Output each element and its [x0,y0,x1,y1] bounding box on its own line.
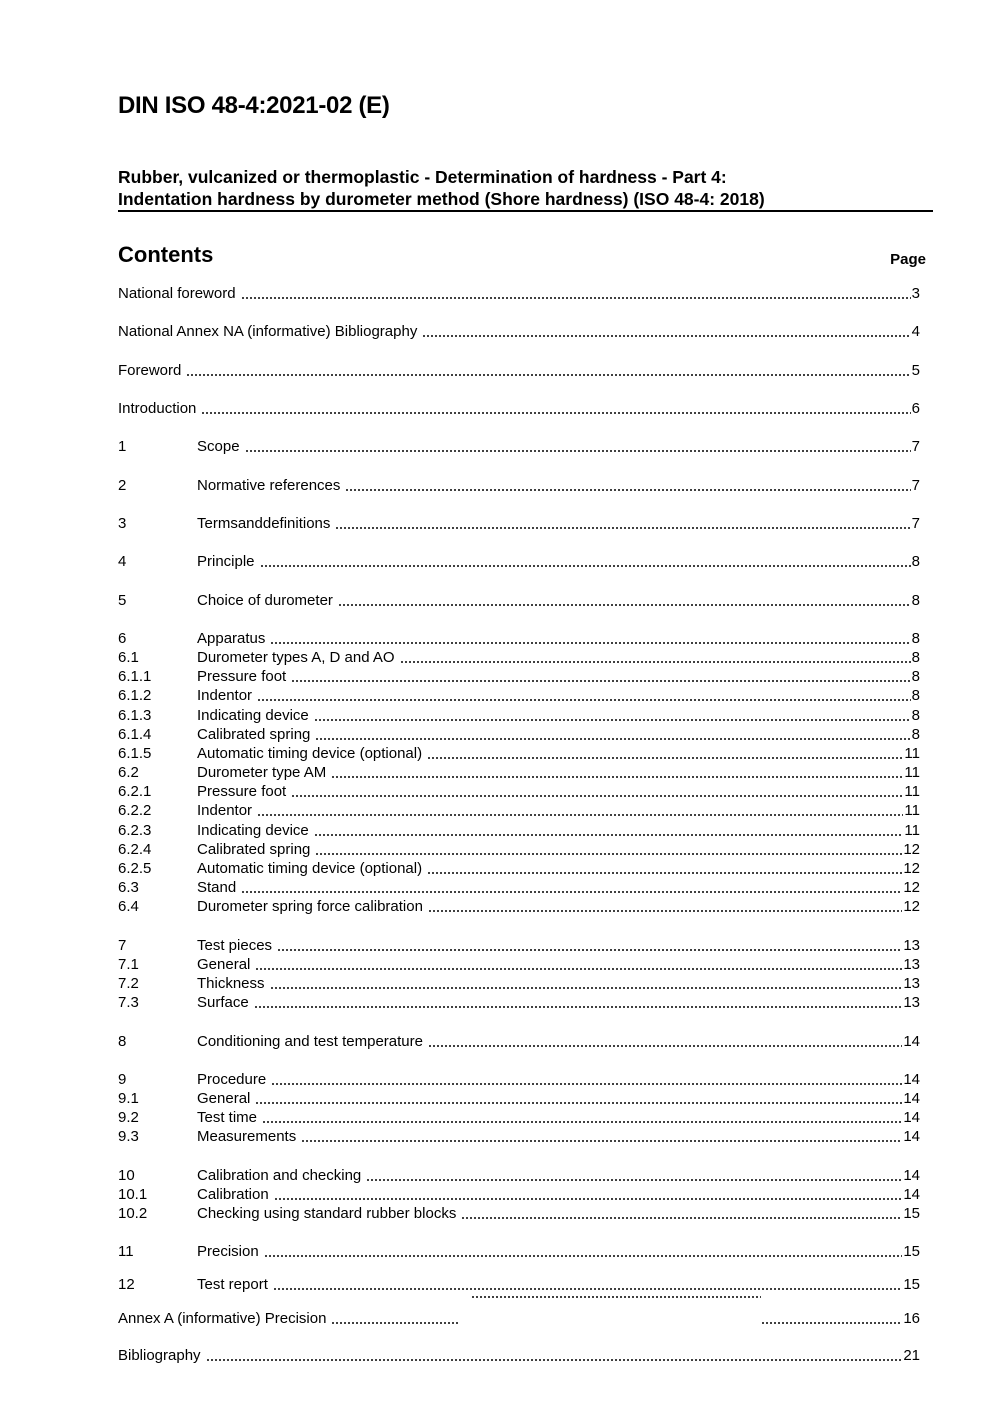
toc-entry-title: Calibration and checking [197,1167,362,1184]
toc-entry-page: 8 [911,668,920,685]
toc-entry-title: National foreword [118,285,236,302]
toc-entry-number: 10.2 [118,1205,148,1222]
toc-leader-dots [315,737,910,741]
toc-entry-page: 8 [911,592,920,609]
toc-entry-title: Measurements [197,1128,297,1145]
toc-entry[interactable] [118,725,920,744]
toc-entry-page: 14 [903,1186,920,1203]
toc-leader-dots [301,1139,902,1143]
toc-entry-title: Indentor [197,802,253,819]
toc-leader-dots [427,756,903,760]
toc-entry-number: 6 [118,630,127,647]
toc-entry-title: Indicating device [197,707,309,724]
toc-entry-page: 15 [903,1205,920,1222]
toc-leader-dots [271,1082,902,1086]
toc-entry-number: 7.2 [118,975,139,992]
toc-leader-dots [255,1101,902,1105]
toc-leader-dots [254,1005,903,1009]
toc-entry-number: 2 [118,477,127,494]
toc-entry-page: 11 [904,764,920,781]
toc-entry[interactable] [118,284,920,303]
toc-entry-title: Indentor [197,687,253,704]
toc-entry-number: 6.1.5 [118,745,152,762]
toc-entry-page: 8 [911,649,920,666]
toc-entry[interactable] [118,821,920,840]
toc-entry-page: 13 [903,956,920,973]
toc-entry-number: 12 [118,1276,135,1293]
toc-entry[interactable] [118,1070,920,1089]
toc-leader-dots [245,449,911,453]
toc-leader-dots [262,1120,902,1124]
toc-entry-page: 21 [903,1347,920,1364]
toc-entry-number: 6.4 [118,898,139,915]
toc-leader-dots [366,1178,902,1182]
toc-entry-title: Calibration [197,1186,269,1203]
toc-leader-dots [422,334,910,338]
toc-entry-page: 11 [904,802,920,819]
toc-entry[interactable] [118,476,920,495]
toc-entry-page: 14 [903,1167,920,1184]
toc-entry-page: 12 [903,898,920,915]
toc-entry-number: 7.3 [118,994,139,1011]
toc-leader-dots [291,679,910,683]
toc-entry-number: 8 [118,1033,127,1050]
toc-leader-dots [314,718,911,722]
toc-entry-title: Durometer spring force calibration [197,898,423,915]
toc-entry-title: Calibrated spring [197,726,311,743]
page-column-label: Page [890,251,926,268]
toc-entry-page: 8 [911,553,920,570]
toc-leader-dots [400,660,911,664]
toc-entry-number: 7 [118,937,127,954]
toc-entry-number: 3 [118,515,127,532]
toc-entry-title: Precision [197,1243,259,1260]
toc-entry-title: Principle [197,553,255,570]
toc-leader-dots [277,948,902,952]
toc-entry-number: 10 [118,1167,135,1184]
toc-entry[interactable] [118,1127,920,1146]
toc-entry[interactable] [118,591,920,610]
toc-leader-dots [335,526,910,530]
toc-leader-dots [291,794,903,798]
toc-entry-page: 11 [904,822,920,839]
toc-entry-page: 3 [911,285,920,302]
toc-entry[interactable] [118,744,920,763]
toc-entry-number: 7.1 [118,956,139,973]
toc-entry[interactable] [118,897,920,916]
toc-entry-page: 5 [911,362,920,379]
toc-entry-title: Normative references [197,477,341,494]
toc-entry[interactable] [118,361,920,380]
toc-leader-dots [461,1216,902,1220]
toc-entry-number: 6.1.1 [118,668,152,685]
toc-entry-title: Thickness [197,975,265,992]
toc-entry-title: Conditioning and test temperature [197,1033,423,1050]
toc-entry-page: 14 [903,1033,920,1050]
toc-leader-dots [241,296,911,300]
toc-entry-number: 6.2.3 [118,822,152,839]
toc-entry-number: 10.1 [118,1186,148,1203]
toc-entry-number: 6.1.4 [118,726,152,743]
toc-entry-title: Test time [197,1109,258,1126]
toc-entry[interactable] [118,552,920,571]
toc-entry[interactable] [118,763,920,782]
toc-entry-page: 7 [911,438,920,455]
toc-entry-title: Automatic timing device (optional) [197,745,423,762]
toc-leader-dots [257,698,911,702]
toc-entry-page: 14 [903,1071,920,1088]
toc-entry-number: 6.2 [118,764,139,781]
toc-entry-title: Durometer types A, D and AO [197,649,395,666]
toc-entry[interactable] [118,1346,920,1365]
toc-entry-title: National Annex NA (informative) Bibliography [118,323,418,340]
toc-entry-number: 1 [118,438,127,455]
toc-entry[interactable] [118,399,920,418]
toc-entry-title: Durometer type AM [197,764,327,781]
toc-entry[interactable] [118,993,920,1012]
toc-leader-dots [427,871,902,875]
toc-entry-title: Test pieces [197,937,273,954]
toc-leader-dots [264,1254,903,1258]
toc-entry[interactable] [118,1032,920,1051]
toc-entry-page: 4 [911,323,920,340]
toc-entry-number: 6.1.3 [118,707,152,724]
toc-entry[interactable] [118,859,920,878]
toc-entry-title: Calibrated spring [197,841,311,858]
toc-entry-number: 6.2.5 [118,860,152,877]
toc-leader-dots [338,603,911,607]
title-rule [118,210,933,212]
toc-entry[interactable] [118,706,920,725]
toc-entry[interactable] [118,1185,920,1204]
toc-entry-page: 8 [911,687,920,704]
toc-entry[interactable] [118,322,920,341]
toc-entry[interactable] [118,1166,920,1185]
toc-entry-title: Pressure foot [197,783,287,800]
toc-entry-title: Procedure [197,1071,267,1088]
toc-leader-dots [270,986,903,990]
toc-leader-dots [331,775,903,779]
toc-entry-number: 9 [118,1071,127,1088]
toc-entry-page: 16 [903,1310,920,1327]
toc-entry[interactable] [118,1108,920,1127]
toc-entry[interactable] [118,878,920,897]
toc-entry[interactable] [118,801,920,820]
toc-entry[interactable] [118,974,920,993]
toc-entry-number: 4 [118,553,127,570]
toc-entry-page: 11 [904,783,920,800]
toc-leader-dots [331,1309,902,1328]
toc-entry[interactable] [118,1275,920,1294]
toc-entry-title: Introduction [118,400,197,417]
toc-entry-title: Choice of durometer [197,592,333,609]
toc-entry-title: Bibliography [118,1347,201,1364]
toc-entry-page: 6 [911,400,920,417]
toc-entry-page: 14 [903,1090,920,1107]
document-title-line-2: Indentation hardness by durometer method (Shore hardness) (ISO 48-4: 2018) [118,189,765,209]
toc-entry-number: 9.2 [118,1109,139,1126]
toc-entry[interactable] [118,667,920,686]
contents-heading: Contents [118,242,214,267]
toc-entry-number: 11 [118,1243,134,1260]
toc-entry[interactable] [118,1089,920,1108]
toc-entry-title: Checking using standard rubber blocks [197,1205,457,1222]
toc-leader-dots [186,373,910,377]
toc-leader-dots [273,1287,902,1291]
toc-leader-dots [345,488,910,492]
toc-entry-title: General [197,1090,251,1107]
toc-entry[interactable] [118,1204,920,1223]
toc-entry-title: Surface [197,994,249,1011]
toc-entry[interactable] [118,840,920,859]
toc-entry[interactable] [118,1309,920,1328]
document-id: DIN ISO 48-4:2021-02 (E) [118,92,390,119]
toc-entry-page: 8 [911,707,920,724]
toc-entry-number: 6.1 [118,649,139,666]
toc-entry[interactable] [118,782,920,801]
document-title-line-1: Rubber, vulcanized or thermoplastic - Determination of hardness - Part 4: [118,167,727,187]
toc-entry-number: 6.3 [118,879,139,896]
toc-entry-page: 14 [903,1109,920,1126]
toc-entry-title: Pressure foot [197,668,287,685]
toc-leader-dots [428,909,902,913]
toc-leader-dots [428,1044,902,1048]
toc-entry[interactable] [118,648,920,667]
toc-entry-title: Automatic timing device (optional) [197,860,423,877]
toc-entry-title: General [197,956,251,973]
toc-entry-page: 7 [911,477,920,494]
toc-entry-number: 6.2.4 [118,841,152,858]
toc-leader-dots [206,1358,903,1362]
toc-entry-title: Termsanddefinitions [197,515,331,532]
toc-entry-page: 13 [903,975,920,992]
toc-leader-dots [314,833,904,837]
toc-entry-title: Stand [197,879,237,896]
document-title [118,166,933,210]
toc-entry-title: Test report [197,1276,268,1293]
toc-entry-page: 15 [903,1243,920,1260]
toc-entry-number: 9.3 [118,1128,139,1145]
toc-entry-page: 13 [903,937,920,954]
toc-entry[interactable] [118,437,920,456]
toc-entry-number: 6.1.2 [118,687,152,704]
toc-entry-page: 12 [903,841,920,858]
toc-entry-number: 5 [118,592,127,609]
toc-entry-page: 7 [911,515,920,532]
toc-entry-page: 14 [903,1128,920,1145]
toc-entry-page: 8 [911,630,920,647]
toc-entry[interactable] [118,514,920,533]
toc-entry-title: Indicating device [197,822,309,839]
toc-entry-page: 13 [903,994,920,1011]
toc-leader-dots [201,411,910,415]
toc-entry[interactable] [118,686,920,705]
toc-entry-number: 6.2.2 [118,802,152,819]
toc-leader-dots [255,967,902,971]
toc-entry-title: Annex A (informative) Precision [118,1310,327,1327]
toc-entry-number: 9.1 [118,1090,139,1107]
toc-entry-page: 12 [903,860,920,877]
toc-leader-dots [270,641,910,645]
toc-leader-dots [260,564,911,568]
toc-leader-dots [274,1197,903,1201]
toc-entry-number: 6.2.1 [118,783,152,800]
toc-entry-title: Scope [197,438,240,455]
toc-entry[interactable] [118,1242,920,1261]
toc-entry-page: 11 [904,745,920,762]
toc-leader-dots [315,852,902,856]
toc-entry-title: Apparatus [197,630,266,647]
toc-leader-dots [257,813,903,817]
toc-leader-dots [241,890,902,894]
toc-entry-page: 12 [903,879,920,896]
toc-entry-page: 15 [903,1276,920,1293]
toc-entry[interactable] [118,629,920,648]
toc-entry-title: Foreword [118,362,182,379]
toc-entry-page: 8 [911,726,920,743]
toc-entry[interactable] [118,955,920,974]
toc-entry[interactable] [118,936,920,955]
